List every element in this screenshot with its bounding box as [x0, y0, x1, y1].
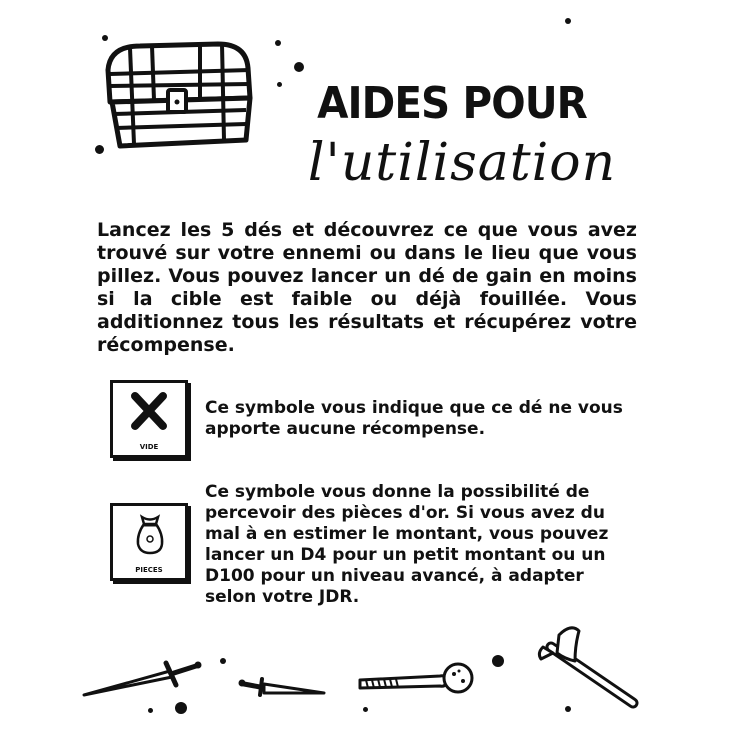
x-icon [129, 391, 169, 431]
symbol-box-pieces [110, 503, 188, 581]
ink-dot [148, 708, 153, 713]
ink-dot [277, 82, 282, 87]
symbol-description: Ce symbole vous donne la possibilité de percevoir des pièces d'or. Si vous avez du mal à en estimer le montant, vous pouvez lancer un D4 pour un petit montant ou un D100 pour un niveau avancé, à adapter selon votre JDR. [205, 482, 609, 607]
symbol-description: Ce symbole vous indique que ce dé ne vous apporte aucune récompense. [205, 398, 623, 439]
axe-icon [535, 625, 640, 710]
club-icon [358, 662, 476, 696]
page-subtitle: l'utilisation [307, 133, 617, 193]
page-title: AIDES POUR [317, 78, 587, 129]
ink-dot [294, 62, 304, 72]
coin-pouch-icon [133, 512, 167, 556]
ink-dot [565, 18, 571, 24]
ink-dot [220, 658, 226, 664]
sword-icon [80, 655, 205, 700]
ink-dot [175, 702, 187, 714]
ink-dot [363, 707, 368, 712]
dagger-icon [238, 675, 328, 700]
symbol-label: PIECES [135, 566, 163, 574]
symbol-box-vide [110, 380, 188, 458]
intro-paragraph: Lancez les 5 dés et découvrez ce que vous avez trouvé sur votre ennemi ou dans le lieu que vous pillez. Vous pouvez lancer un dé de gain en moins si la cible est faible ou déjà fouillée. Vous additionnez tous les résultats et récupérez votre récompense. [97, 219, 637, 356]
treasure-chest-icon [100, 40, 255, 150]
ink-dot [275, 40, 281, 46]
symbol-label: VIDE [139, 443, 159, 451]
ink-dot [492, 655, 504, 667]
